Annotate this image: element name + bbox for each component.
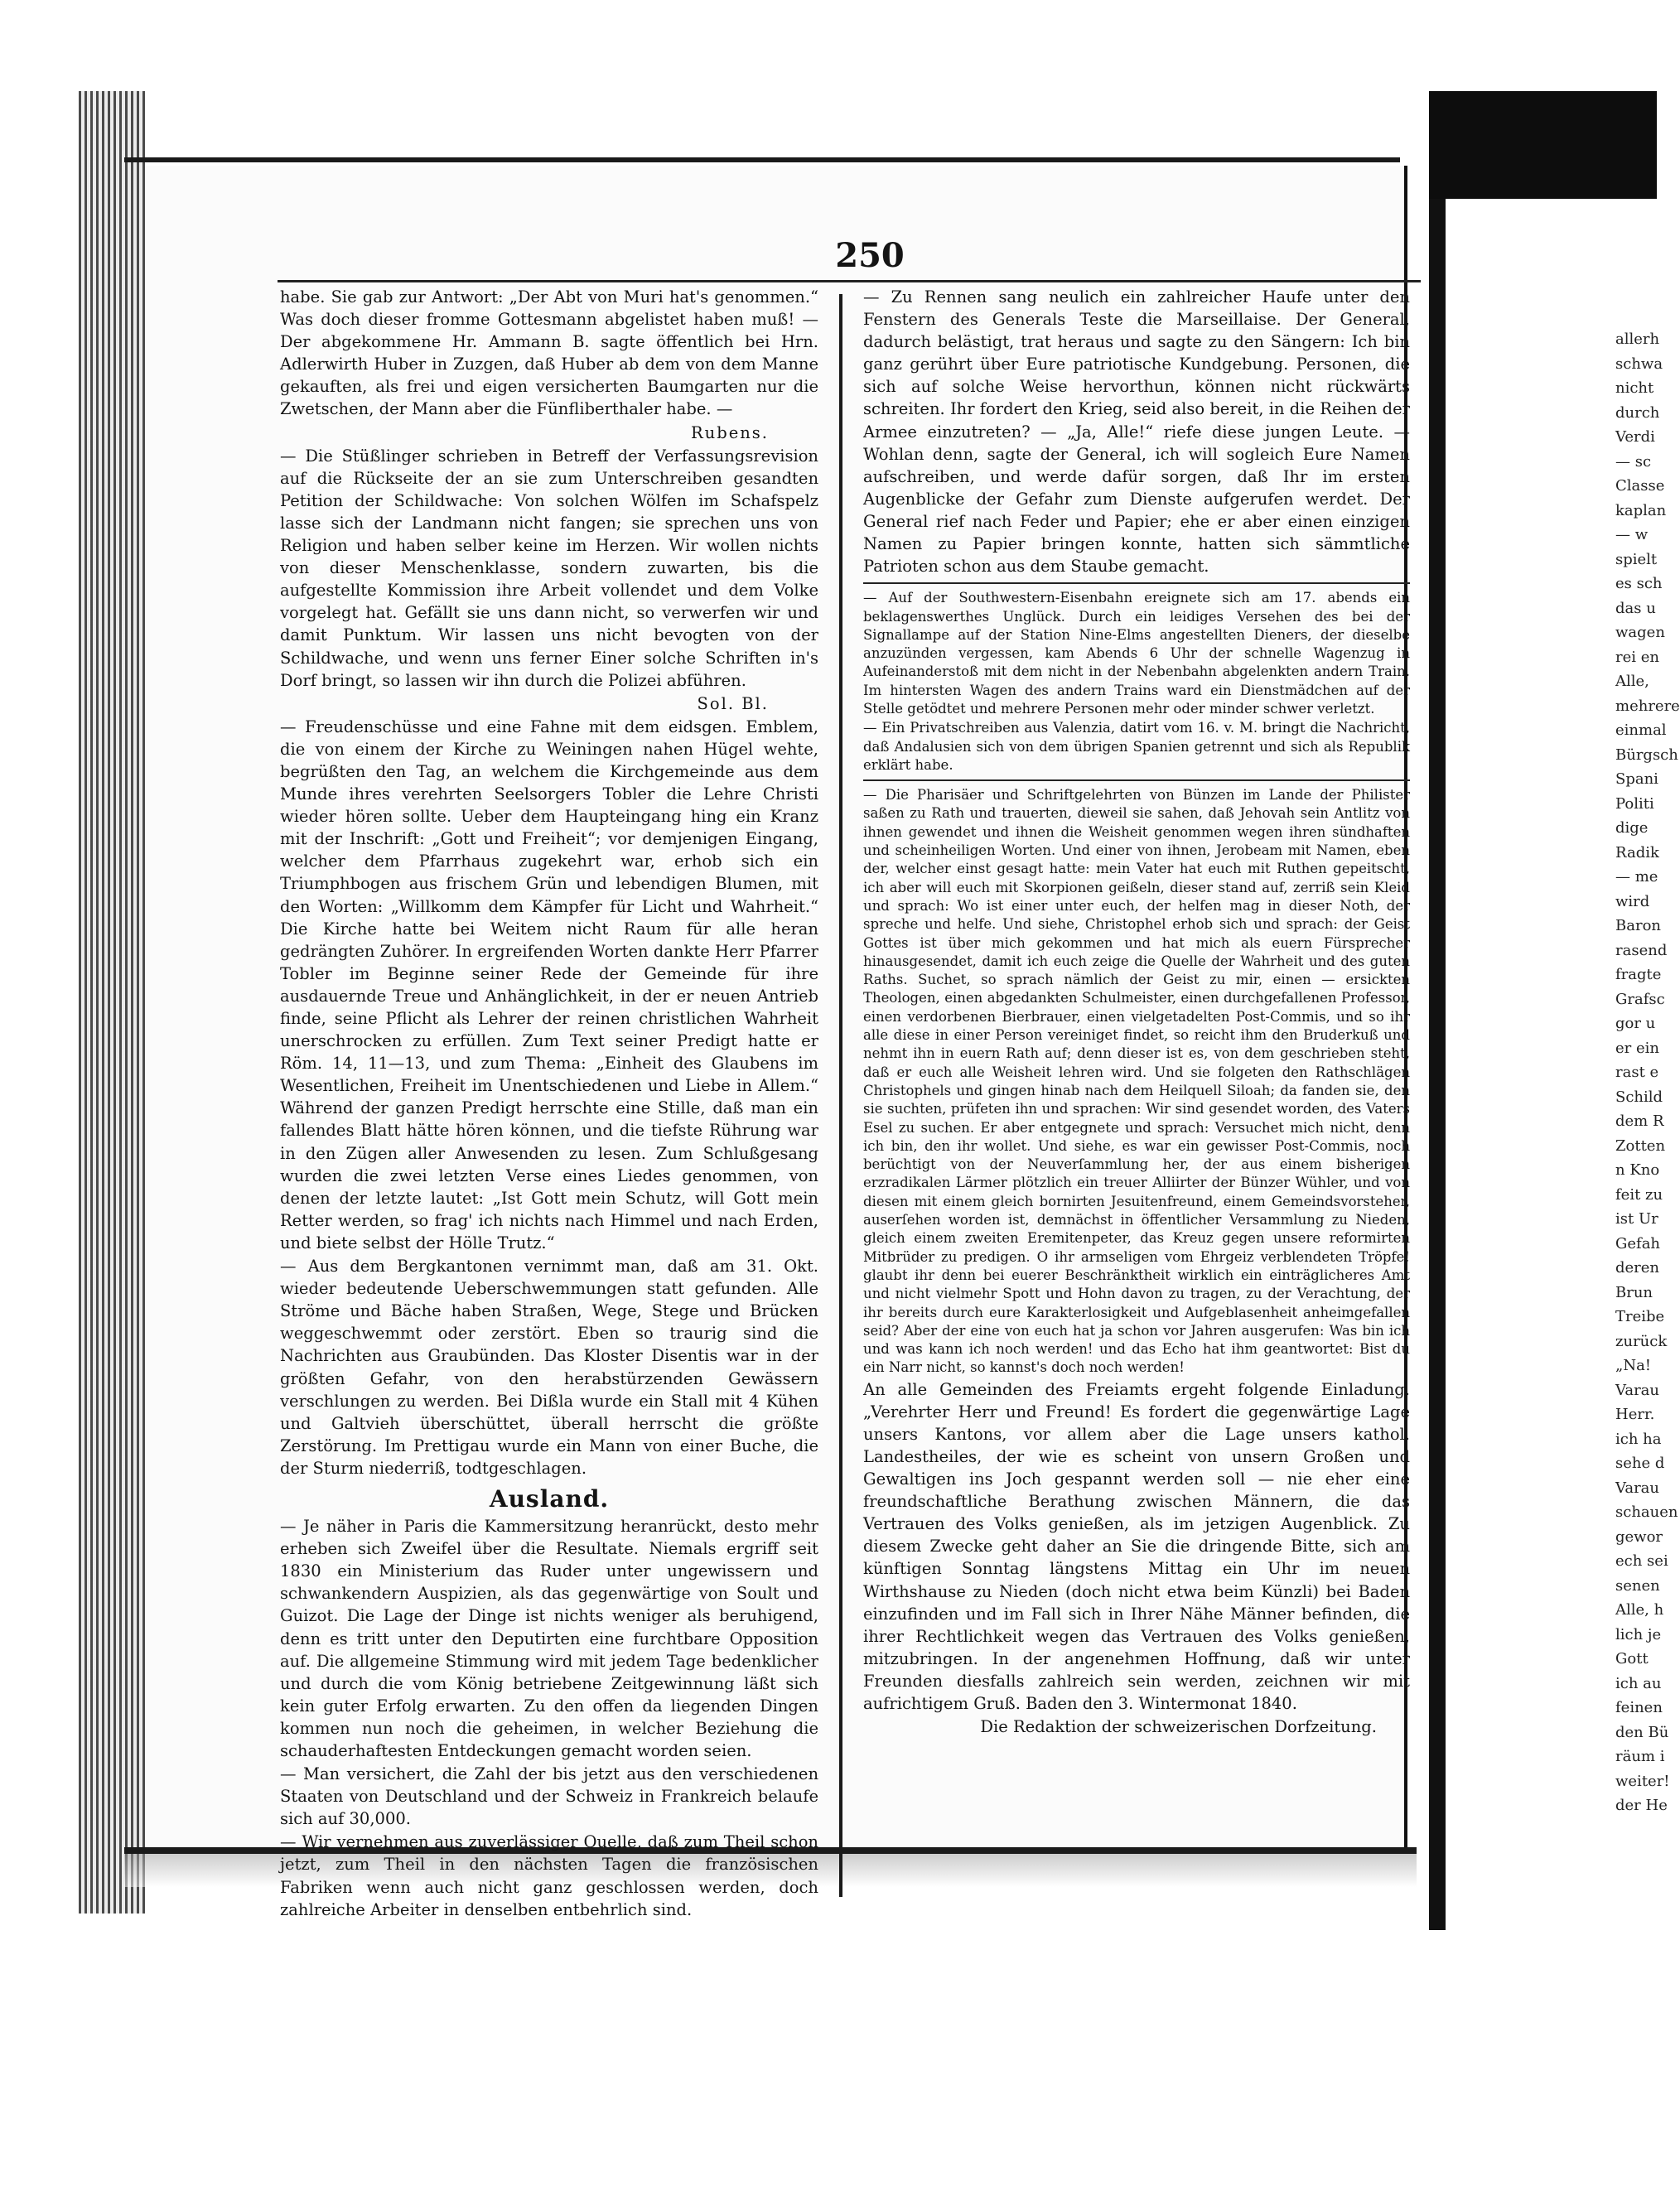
adjacent-page-line: dem R bbox=[1615, 1112, 1664, 1130]
adjacent-page-line: dige bbox=[1615, 819, 1649, 837]
adjacent-page-line: Verdi bbox=[1615, 428, 1655, 446]
adjacent-page-line: allerh bbox=[1615, 331, 1660, 348]
adjacent-page-line: Grafsc bbox=[1615, 990, 1665, 1008]
adjacent-page-line: ich au bbox=[1615, 1674, 1662, 1692]
adjacent-page-line: Brun bbox=[1615, 1283, 1653, 1301]
adjacent-page-line: — w bbox=[1615, 526, 1649, 543]
adjacent-page-text bbox=[1615, 327, 1680, 1818]
adjacent-page-line: gor u bbox=[1615, 1015, 1656, 1032]
adjacent-page-line: Radik bbox=[1615, 843, 1659, 861]
adjacent-page-line: schwa bbox=[1615, 355, 1663, 373]
article-paragraph: — Zu Rennen sang neulich ein zahlreicher Haufe unter den Fenstern des Generals Teste die Marseillaise. Der General, dadurch belästigt, trat heraus und sagte zu den Sängern: Ich bin ganz gerührt über Eure patriotische Kundgebung. Personen, die sich auf solche Weise hervorthun, können nicht rückwärts schreiten. Ihr fordert den Krieg, seid also bereit, in die Reihen der Armee einzutreten? — „Ja, Alle!“ riefe diese jungen Leute. — Wohlan denn, sagte der General, ich will sogleich Eure Namen aufschreiben, und werde dafür sorgen, daß Ihr im ersten Augenblicke der Gefahr zum Dienste aufgerufen werdet. Der General rief nach Feder und Papier; ehe er aber einen einzigen Namen zu Papier bringen konnte, hatten sich sämmtliche Patrioten schon aus dem Staube gemacht. bbox=[863, 287, 1410, 577]
column-divider bbox=[839, 294, 842, 1897]
news-brief: — Auf der Southwestern-Eisenbahn ereignete sich am 17. abends ein beklagenswerthes Unglück. Durch ein leidiges Versehen des bei der Signallampe auf der Station Nine-Elms angestellten Dieners, der dieselbe anzuzünden vergessen, kam Abends 6 Uhr der schnelle Wagenzug in Aufeinanderstoß mit dem nicht in der Nebenbahn abgelenkten andern Train. Im hintersten Wagen des andern Trains ward ein Dienstmädchen auf der Stelle getödtet und mehrere Personen mehr oder minder schwer verletzt. bbox=[863, 590, 1410, 717]
adjacent-page-line: Bürgsch bbox=[1615, 746, 1678, 764]
adjacent-page-line: durch bbox=[1615, 403, 1660, 422]
article-paragraph: — Man versichert, die Zahl der bis jetzt aus den verschiedenen Staaten von Deutschland und der Schweiz in Frankreich belaufe sich auf 30,000. bbox=[280, 1764, 818, 1829]
adjacent-page-line: — sc bbox=[1615, 452, 1652, 471]
adjacent-page-line: rei en bbox=[1615, 648, 1659, 666]
adjacent-page-line: Schild bbox=[1615, 1088, 1663, 1106]
adjacent-page-line: das u bbox=[1615, 599, 1656, 617]
adjacent-page-line: zurück bbox=[1615, 1332, 1668, 1350]
left-column bbox=[280, 286, 818, 1921]
article-signature: Rubens. bbox=[690, 422, 769, 442]
adjacent-page-line: Alle, bbox=[1615, 673, 1649, 690]
article-paragraph: — Je näher in Paris die Kammersitzung heranrückt, desto mehr erheben sich Zweifel über die Resultate. Niemals ergriff seit 1830 ein Ministerium das Ruder unter ungewissern und schwankendern Auspizien, als das gegenwärtige von Soult und Guizot. Die Lage der Dinge ist nichts weniger als beruhigend, denn es tritt unter den Deputirten eine furchtbare Opposition auf. Die allgemeine Stimmung wird mit jedem Tage bedenklicher und durch die vom König betriebene Zeitgewinnung läßt sich kein guter Erfolg erwarten. Zu den offen da liegenden Dingen kommen nun noch die geheimen, in welcher Beziehung die schauderhaftesten Entdeckungen gemacht worden seien. bbox=[280, 1517, 818, 1760]
section-heading: Ausland. bbox=[489, 1484, 610, 1513]
adjacent-page-line: Spani bbox=[1615, 770, 1658, 788]
section-rule bbox=[863, 582, 1410, 584]
book-page-edges bbox=[79, 91, 145, 1914]
adjacent-page-line: kaplan bbox=[1615, 501, 1667, 519]
adjacent-page-line: senen bbox=[1615, 1576, 1660, 1595]
adjacent-page-line: feit zu bbox=[1615, 1185, 1663, 1204]
adjacent-page-line: gewor bbox=[1615, 1527, 1663, 1546]
adjacent-page-line: Classe bbox=[1615, 477, 1665, 495]
right-column bbox=[863, 286, 1410, 1738]
page-number: 250 bbox=[835, 236, 905, 275]
adjacent-page-line: n Kno bbox=[1615, 1161, 1660, 1179]
adjacent-page-line: räum i bbox=[1615, 1748, 1665, 1765]
adjacent-page-line: spielt bbox=[1615, 550, 1658, 568]
adjacent-page-line: Zotten bbox=[1615, 1137, 1666, 1155]
adjacent-page-line: deren bbox=[1615, 1259, 1660, 1276]
adjacent-page-line: Gefah bbox=[1615, 1234, 1661, 1252]
adjacent-page-line: Herr. bbox=[1615, 1406, 1655, 1423]
adjacent-page-line: es sch bbox=[1615, 575, 1663, 592]
article-signature: Sol. Bl. bbox=[697, 693, 769, 713]
page-top-edge bbox=[124, 157, 1400, 162]
adjacent-page-line: der He bbox=[1615, 1797, 1668, 1814]
adjacent-page-line: Alle, h bbox=[1615, 1601, 1664, 1619]
adjacent-page-line: lich je bbox=[1615, 1625, 1662, 1643]
adjacent-page-line: weiter! bbox=[1615, 1772, 1670, 1790]
adjacent-page-line: fragte bbox=[1615, 966, 1662, 983]
adjacent-page-line: Gott bbox=[1615, 1650, 1649, 1667]
adjacent-page-line: er ein bbox=[1615, 1039, 1659, 1057]
adjacent-page-line: schauen bbox=[1615, 1503, 1678, 1521]
adjacent-page-line: nicht bbox=[1615, 379, 1654, 397]
adjacent-page-line: „Na! bbox=[1615, 1357, 1652, 1374]
adjacent-page-line: Politi bbox=[1615, 794, 1654, 813]
adjacent-page-line: mehrere bbox=[1615, 697, 1680, 715]
binding-dark-band bbox=[1429, 91, 1657, 199]
adjacent-page-line: Treibe bbox=[1615, 1308, 1665, 1325]
adjacent-page-line: feinen bbox=[1615, 1699, 1663, 1716]
article-paragraph: — Aus dem Bergkantonen vernimmt man, daß am 31. Okt. wieder bedeutende Ueberschwemmungen statt gefunden. Alle Ströme und Bäche haben Straßen, Wege, Stege und Brücken weggeschwemmt oder zerstört. Eben so traurig sind die Nachrichten aus Graubünden. Das Kloster Disentis war in der größten Gefahr, von den herabstürzenden Gewässern verschlungen zu werden. Bei Dißla wurde ein Stall mit 4 Kühen und Galtvieh überschüttet, überall herrscht die größte Zerstörung. Im Prettigau wurde ein Mann von einer Buche, die der Sturm niederriß, todtgeschlagen. bbox=[280, 1257, 818, 1478]
header-rule bbox=[278, 280, 1421, 282]
adjacent-page-line: Varau bbox=[1615, 1479, 1660, 1497]
section-rule bbox=[863, 779, 1410, 781]
adjacent-page-line: sehe d bbox=[1615, 1455, 1665, 1472]
adjacent-page-line: den Bü bbox=[1615, 1723, 1669, 1741]
article-paragraph: — Die Stüßlinger schrieben in Betreff der Verfassungsrevision auf die Rückseite der an sie zum Unterschreiben gesandten Petition der Schildwache: Von solchen Wölfen im Schafspelz lasse sich der Landmann nicht fangen; sie sprechen uns von Religion und haben selber keine im Herzen. Wir wollen nichts von dieser Menschenklasse, sondern zuwarten, bis die aufgestellte Kommission ihre Arbeit vollendet und dem Volke vorgelegt hat. Gefällt sie uns dann nicht, so verwerfen wir und damit Punktum. Wir lassen uns nicht bevogten von der Schildwache, und wenn uns ferner Einer solche Schriften in's Dorf bringt, so lassen wir ihn durch die Polizei abführen. bbox=[280, 446, 818, 690]
adjacent-page-line: ich ha bbox=[1615, 1430, 1662, 1448]
adjacent-page-line: wagen bbox=[1615, 624, 1665, 641]
adjacent-page-line: — me bbox=[1615, 868, 1658, 886]
adjacent-page-line: einmal bbox=[1615, 721, 1667, 739]
adjacent-page-line: wird bbox=[1615, 892, 1650, 910]
news-brief: — Die Pharisäer und Schriftgelehrten von Bünzen im Lande der Philister saßen zu Rath und trauerten, dieweil sie sahen, daß Jehovah sein Antlitz von ihnen gewendet und ihnen die Weisheit genommen wegen ihren sündhaften und scheinheiligen Worten. Und einer von ihnen, Jerobeam mit Namen, eben der, welcher einst gesagt hatte: mein Vater hat euch mit Ruthen gepeitscht, ich aber will euch mit Skorpionen geißeln, dieser stand auf, zerriß sein Kleid und sprach: Wo ist einer unter euch, der helfen mag in dieser Noth, der spreche und helfe. Und siehe, Christophel erhob sich und sprach: der Geist Gottes ist über mich gekommen und hat mich als euern Fürsprecher hinausgesendet, damit ich euch zeige die Quelle der Wahrheit und des guten Raths. Suchet, so sprach nämlich der Geist zu mir, einen — ersickten Theologen, einen abgedankten Schulmeister, einen durchgefallenen Professor, einen verdorbenen Bierbrauer, einen vielgetadelten Post-Commis, und so ihr alle diese in einer Person vereiniget findet, so reicht ihm den Bruderkuß und nehmt ihn in euern Rath auf; denn dieser ist es, von dem geschrieben steht, daß er euch alle Weisheit lehren wird. Und sie folgeten den Rathschlägen Christophels und gingen hinab nach dem Heilquell Siloah; da fanden sie, den sie suchten, prüfeten ihn und sprachen: Wir sind gesendet worden, des Vaters Esel zu suchen. Er aber entgegnete und sprach: Versuchet mich nicht, denn ich bin, den ihr wollet. Und siehe, es war ein gewisser Post-Commis, noch berüchtigt von der Neuverſammlung her, der aus einem bisherigen erzradikalen Lärmer plötzlich ein treuer Alliirter der Bünzer Wühler, und von diesen mit einem gleich bornirten Jesuitenfreund, einem Gemeindsvorsteher, auserſehen worden ist, demnächst in öffentlicher Versammlung zu Nieden, gleich einem zweiten Eremitenpeter, das Kreuz gegen unsere reformirten Mitbrüder zu predigen. O ihr armseligen vom Ehrgeiz verblendeten Tröpfe! glaubt ihr denn bei euerer Beschränktheit wirklich ein einträglicheres Amt und nicht vielmehr Spott und Hohn davon zu tragen, zu der Verachtung, der ihr bereits durch eure Karakterlosigkeit und Aufgeblasenheit anheimgefallen seid? Aber der eine von euch hat ja schon vor Jahren ausgerufen: Was bin ich und was kann ich noch werden! und das Echo hat ihm geantwortet: Bist du ein Narr nicht, so kannst's doch noch werden! bbox=[863, 787, 1410, 1376]
article-paragraph: habe. Sie gab zur Antwort: „Der Abt von Muri hat's genommen.“ Was doch dieser fromme Gottesmann abgelistet haben muß! — Der abgekommene Hr. Ammann B. sagte öffentlich bei Hrn. Adlerwirth Huber in Zuzgen, daß Huber ab dem von dem Manne gekauften, als frei und eigen versicherten Baumgarten nur die Zwetschen, der Mann aber die Fünfliberthaler habe. — bbox=[280, 287, 818, 419]
adjacent-page-line: rasend bbox=[1615, 941, 1668, 959]
news-brief: — Ein Privatschreiben aus Valenzia, datirt vom 16. v. M. bringt die Nachricht, daß Andalusien sich von dem übrigen Spanien getrennt und sich als Republik erklärt habe. bbox=[863, 720, 1410, 773]
adjacent-page-line: rast e bbox=[1615, 1064, 1659, 1081]
adjacent-page-line: ech sei bbox=[1615, 1552, 1668, 1570]
article-paragraph: — Wir vernehmen aus zuverlässiger Quelle, daß zum Theil schon jetzt, zum Theil in den nächsten Tagen die französischen Fabriken wenn auch nicht ganz geschlossen werden, doch zahlreiche Arbeiter in denselben entbehrlich sind. bbox=[280, 1832, 818, 1919]
closing-signature: Die Redaktion der schweizerischen Dorfzeitung. bbox=[980, 1717, 1377, 1737]
article-paragraph: — Freudenschüsse und eine Fahne mit dem eidsgen. Emblem, die von einem der Kirche zu Weiningen nahen Hügel wehte, begrüßten den Tag, an welchem die Kirchgemeinde aus dem Munde ihres verehrten Seelsorgers Tobler die Lehre Christi wieder hören sollte. Ueber dem Haupteingang hing ein Kranz mit der Inschrift: „Gott und Freiheit“; vor demjenigen Eingang, welcher dem Pfarrhaus zugekehrt war, erhob sich ein Triumphbogen aus frischem Grün und lebendigen Blumen, mit den Worten: „Willkomm dem Kämpfer für Licht und Wahrheit.“ Die Kirche hatte bei Weitem nicht Raum für alle heran gedrängten Zuhörer. In ergreifenden Worten dankte Herr Pfarrer Tobler im Beginne seiner Rede der Gemeinde für ihre ausdauernde Treue und Anhänglichkeit, in der er neuen Antrieb finde, seine Pflicht als Lehrer der reinen christlichen Wahrheit unerschrocken zu erfüllen. Zum Text seiner Predigt hatte er Röm. 14, 11—13, und zum Thema: „Einheit des Glaubens im Wesentlichen, Freiheit im Unentschiedenen und Liebe in Allem.“ Während der ganzen Predigt herrschte eine Stille, daß man ein fallendes Blatt hätte hören können, und die tiefste Rührung war in den Zügen aller Anwesenden zu lesen. Zum Schlußgesang wurden die zwei letzten Verse eines Liedes genommen, von denen der letzte lautet: „Ist Gott mein Schutz, will Gott mein Retter werden, so frag' ich nichts nach Himmel und nach Erden, und biete selbst der Hölle Trutz.“ bbox=[280, 717, 818, 1252]
adjacent-page-line: Baron bbox=[1615, 917, 1661, 934]
adjacent-page-line: ist Ur bbox=[1615, 1210, 1658, 1228]
invitation-text: An alle Gemeinden des Freiamts ergeht folgende Einladung. „Verehrter Herr und Freund! Es fordert die gegenwärtige Lage unsers Kantons, vor allem aber die Lage unsers kathol. Landestheiles, der wie es scheint von unsern Großen und Gewaltigen ins Joch gespannt werden soll — nie eher eine freundschaftliche Berathung zwischen Männern, die das Vertrauen des Volks genießen, als im jetzigen Augenblick. Zu diesem Zwecke geht daher an Sie die dringende Bitte, sich am künftigen Sonntag längstens Mittag ein Uhr im neuen Wirthshause zu Nieden (doch nicht etwa beim Künzli) bei Baden einzufinden und im Fall sich in Ihrer Nähe Männer befinden, die ihrer Rechtlichkeit wegen das Vertrauen des Volks genießen, mitzubringen. In der angenehmen Hoffnung, daß wir unter Freunden diesfalls zahlreich sein werden, zeichnen wir mit aufrichtigem Gruß. Baden den 3. Wintermonat 1840. bbox=[863, 1379, 1410, 1713]
adjacent-page-line: Varau bbox=[1615, 1381, 1660, 1399]
